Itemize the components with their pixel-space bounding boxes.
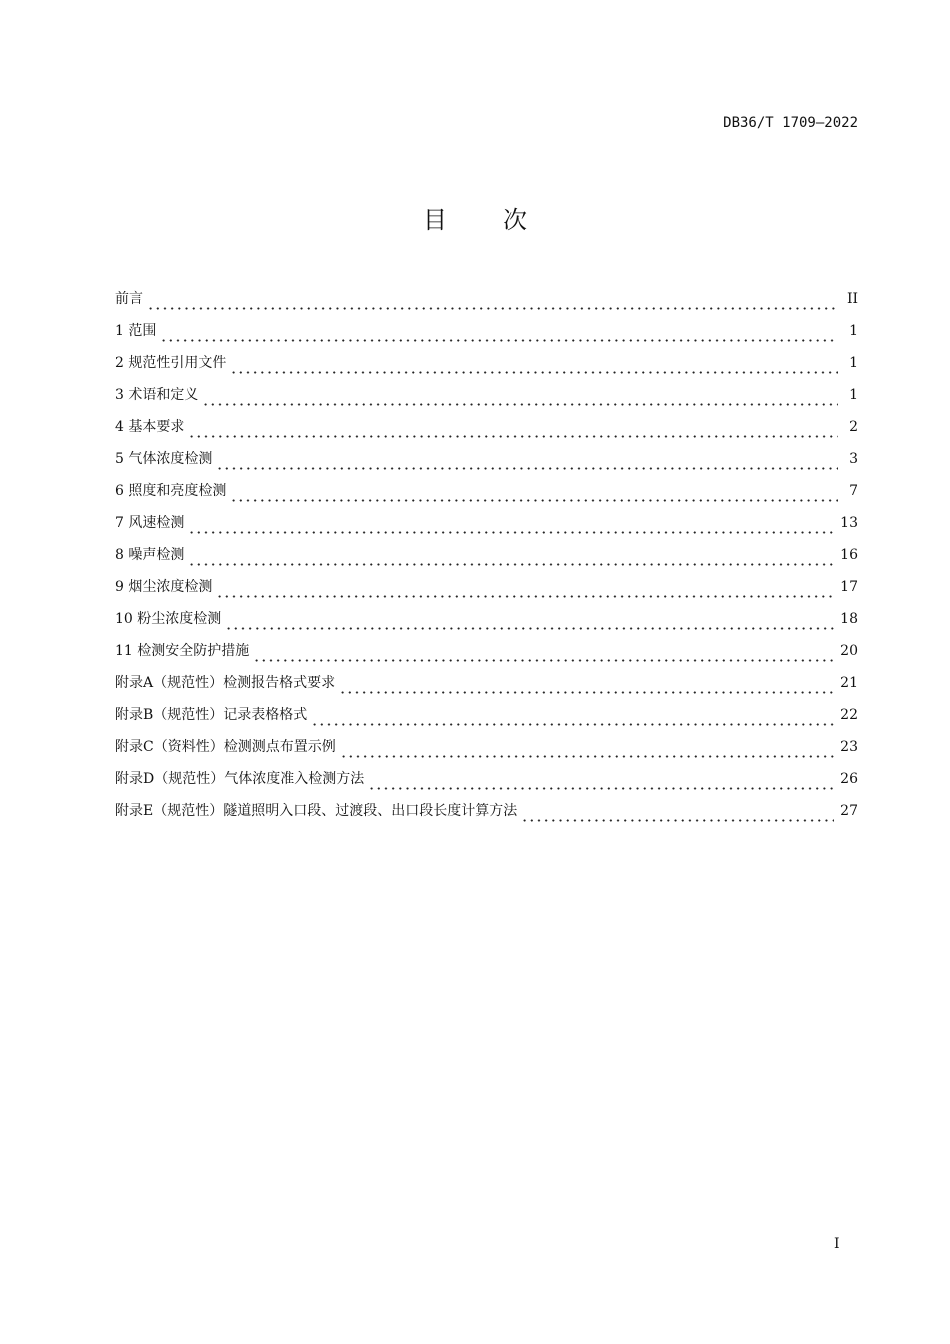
toc-entry-label: 2 规范性引用文件 <box>115 355 227 371</box>
toc-entry[interactable] <box>115 608 858 640</box>
toc-entry[interactable] <box>115 704 858 736</box>
dot-leader <box>188 531 834 534</box>
toc-entry-label: 附录E（规范性）隧道照明入口段、过渡段、出口段长度计算方法 <box>115 803 518 819</box>
toc-entry[interactable] <box>115 640 858 672</box>
toc-entry-label: 5 气体浓度检测 <box>115 451 213 467</box>
toc-entry-page: 26 <box>840 771 858 787</box>
toc-entry-label: 附录C（资料性）检测测点布置示例 <box>115 739 336 755</box>
dot-leader <box>216 595 834 598</box>
toc-entry-label: 4 基本要求 <box>115 419 185 435</box>
dot-leader <box>521 819 834 822</box>
dot-leader <box>339 691 834 694</box>
dot-leader <box>230 499 838 502</box>
dot-leader <box>188 563 834 566</box>
toc-entry-label: 10 粉尘浓度检测 <box>115 611 222 627</box>
dot-leader <box>253 659 834 662</box>
toc-entry-label: 11 检测安全防护措施 <box>115 643 250 659</box>
toc-entry[interactable] <box>115 800 858 832</box>
toc-entry-label: 附录D（规范性）气体浓度准入检测方法 <box>115 771 365 787</box>
page-title <box>0 200 950 235</box>
toc-entry-page: 16 <box>840 547 858 563</box>
toc-entry[interactable] <box>115 384 858 416</box>
toc-entry-page: 17 <box>840 579 858 595</box>
dot-leader <box>368 787 834 790</box>
toc-entry-page: 7 <box>849 483 858 499</box>
toc-entry-page: 27 <box>840 803 858 819</box>
toc-entry-page: 1 <box>849 355 858 371</box>
toc-entry-page: II <box>846 291 858 307</box>
toc-entry-label: 6 照度和亮度检测 <box>115 483 227 499</box>
dot-leader <box>225 627 834 630</box>
toc-entry-page: 23 <box>840 739 858 755</box>
dot-leader <box>202 403 838 406</box>
dot-leader <box>230 371 838 374</box>
toc-entry-page: 18 <box>840 611 858 627</box>
toc-entry[interactable] <box>115 736 858 768</box>
toc-entry-label: 附录A（规范性）检测报告格式要求 <box>115 675 336 691</box>
toc-entry-label: 前言 <box>115 291 143 307</box>
dot-leader <box>160 339 838 342</box>
toc-entry[interactable] <box>115 352 858 384</box>
toc-entry-page: 2 <box>849 419 858 435</box>
toc-entry[interactable] <box>115 448 858 480</box>
toc-entry-label: 1 范围 <box>115 323 157 339</box>
dot-leader <box>216 467 838 470</box>
toc-entry-label: 3 术语和定义 <box>115 387 199 403</box>
table-of-contents <box>115 288 858 832</box>
title-char: 目 <box>423 206 447 234</box>
title-char: 次 <box>503 206 527 234</box>
toc-entry[interactable] <box>115 544 858 576</box>
toc-entry[interactable] <box>115 768 858 800</box>
toc-entry[interactable] <box>115 480 858 512</box>
toc-entry-label: 9 烟尘浓度检测 <box>115 579 213 595</box>
page-number: I <box>834 1236 840 1252</box>
toc-entry-page: 1 <box>849 387 858 403</box>
toc-entry[interactable] <box>115 416 858 448</box>
dot-leader <box>188 435 838 438</box>
toc-entry[interactable] <box>115 320 858 352</box>
toc-entry-label: 附录B（规范性）记录表格格式 <box>115 707 308 723</box>
toc-entry[interactable] <box>115 672 858 704</box>
toc-entry[interactable] <box>115 576 858 608</box>
toc-entry[interactable] <box>115 512 858 544</box>
toc-entry-page: 22 <box>840 707 858 723</box>
dot-leader <box>311 723 834 726</box>
toc-entry-page: 21 <box>840 675 858 691</box>
dot-leader <box>340 755 834 758</box>
toc-entry-label: 7 风速检测 <box>115 515 185 531</box>
toc-entry-page: 13 <box>840 515 858 531</box>
toc-entry-page: 1 <box>849 323 858 339</box>
toc-entry-label: 8 噪声检测 <box>115 547 185 563</box>
toc-entry[interactable] <box>115 288 858 320</box>
toc-entry-page: 20 <box>840 643 858 659</box>
document-code: DB36/T 1709—2022 <box>723 115 858 131</box>
dot-leader <box>147 307 838 310</box>
toc-entry-page: 3 <box>849 451 858 467</box>
